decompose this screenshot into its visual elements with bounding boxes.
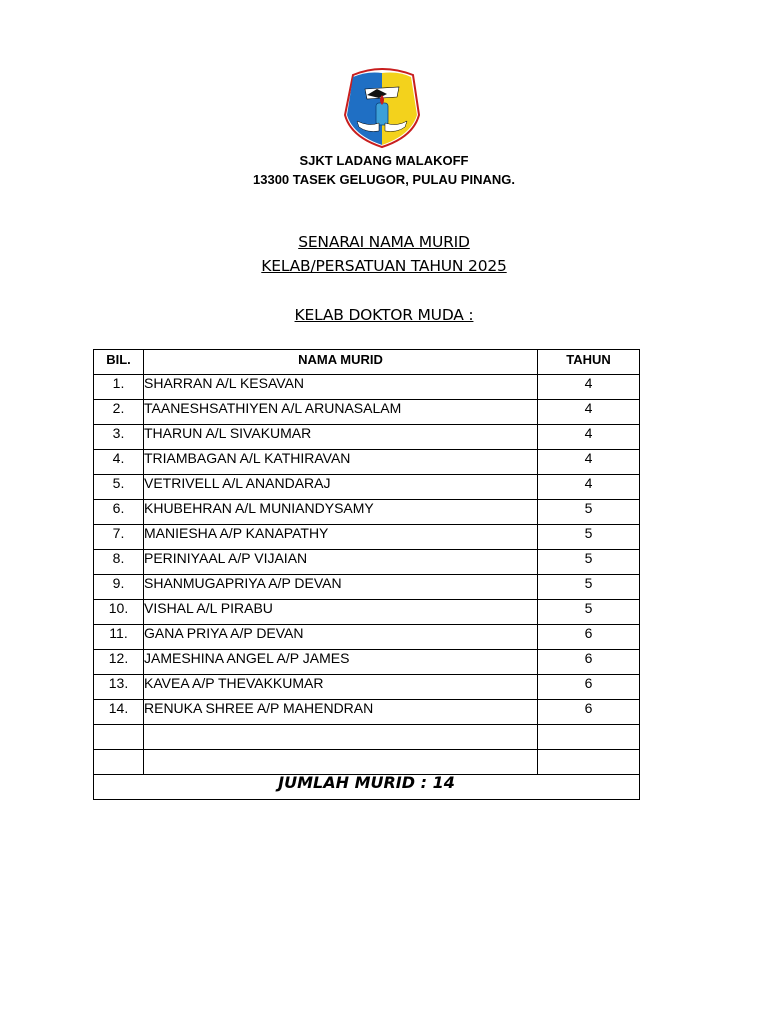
table-row <box>94 600 640 625</box>
row-number <box>94 750 144 775</box>
row-number: 10. <box>94 600 144 625</box>
table-row <box>94 500 640 525</box>
student-name: PERINIYAAL A/P VIJAIAN <box>144 550 538 575</box>
row-number: 2. <box>94 400 144 425</box>
header-bil: BIL. <box>94 350 144 375</box>
student-year: 5 <box>538 550 640 575</box>
table-row <box>94 675 640 700</box>
student-name: TAANESHSATHIYEN A/L ARUNASALAM <box>144 400 538 425</box>
student-year: 6 <box>538 625 640 650</box>
student-name: KAVEA A/P THEVAKKUMAR <box>144 675 538 700</box>
table-row <box>94 625 640 650</box>
row-number: 3. <box>94 425 144 450</box>
school-address: 13300 TASEK GELUGOR, PULAU PINANG. <box>253 172 515 187</box>
student-year: 4 <box>538 375 640 400</box>
student-name <box>144 725 538 750</box>
table-row <box>94 550 640 575</box>
club-title: KELAB DOKTOR MUDA : <box>294 306 474 324</box>
student-name: JAMESHINA ANGEL A/P JAMES <box>144 650 538 675</box>
student-name: RENUKA SHREE A/P MAHENDRAN <box>144 700 538 725</box>
row-number: 7. <box>94 525 144 550</box>
student-name <box>144 750 538 775</box>
row-number: 14. <box>94 700 144 725</box>
row-number: 1. <box>94 375 144 400</box>
student-year: 4 <box>538 400 640 425</box>
student-name: THARUN A/L SIVAKUMAR <box>144 425 538 450</box>
table-row <box>94 575 640 600</box>
student-name: VISHAL A/L PIRABU <box>144 600 538 625</box>
student-name: KHUBEHRAN A/L MUNIANDYSAMY <box>144 500 538 525</box>
table-row <box>94 400 640 425</box>
student-year: 5 <box>538 500 640 525</box>
student-name: TRIAMBAGAN A/L KATHIRAVAN <box>144 450 538 475</box>
student-table <box>93 349 640 800</box>
student-year: 6 <box>538 675 640 700</box>
school-name: SJKT LADANG MALAKOFF <box>299 153 469 168</box>
document-title: SENARAI NAMA MURID <box>298 233 470 251</box>
row-number <box>94 725 144 750</box>
row-number: 8. <box>94 550 144 575</box>
table-row <box>94 525 640 550</box>
student-year: 4 <box>538 450 640 475</box>
student-year: 5 <box>538 600 640 625</box>
table-row <box>94 450 640 475</box>
school-crest-logo <box>343 67 421 149</box>
table-row <box>94 475 640 500</box>
header-tahun: TAHUN <box>538 350 640 375</box>
student-year: 5 <box>538 575 640 600</box>
row-number: 6. <box>94 500 144 525</box>
student-year: 5 <box>538 525 640 550</box>
student-name: MANIESHA A/P KANAPATHY <box>144 525 538 550</box>
student-name: SHARRAN A/L KESAVAN <box>144 375 538 400</box>
row-number: 12. <box>94 650 144 675</box>
table-row <box>94 750 640 775</box>
row-number: 4. <box>94 450 144 475</box>
row-number: 11. <box>94 625 144 650</box>
header-nama-murid: NAMA MURID <box>144 350 538 375</box>
table-row <box>94 375 640 400</box>
student-year <box>538 750 640 775</box>
student-name: VETRIVELL A/L ANANDARAJ <box>144 475 538 500</box>
row-number: 9. <box>94 575 144 600</box>
total-students: JUMLAH MURID : 14 <box>94 775 640 800</box>
table-row <box>94 650 640 675</box>
table-row <box>94 425 640 450</box>
student-name: SHANMUGAPRIYA A/P DEVAN <box>144 575 538 600</box>
student-year: 6 <box>538 700 640 725</box>
row-number: 13. <box>94 675 144 700</box>
table-total-row <box>94 775 640 800</box>
student-name: GANA PRIYA A/P DEVAN <box>144 625 538 650</box>
student-year: 4 <box>538 475 640 500</box>
student-year: 4 <box>538 425 640 450</box>
student-year <box>538 725 640 750</box>
document-subtitle: KELAB/PERSATUAN TAHUN 2025 <box>261 257 507 275</box>
student-year: 6 <box>538 650 640 675</box>
table-header-row <box>94 350 640 375</box>
table-row <box>94 700 640 725</box>
row-number: 5. <box>94 475 144 500</box>
table-row <box>94 725 640 750</box>
